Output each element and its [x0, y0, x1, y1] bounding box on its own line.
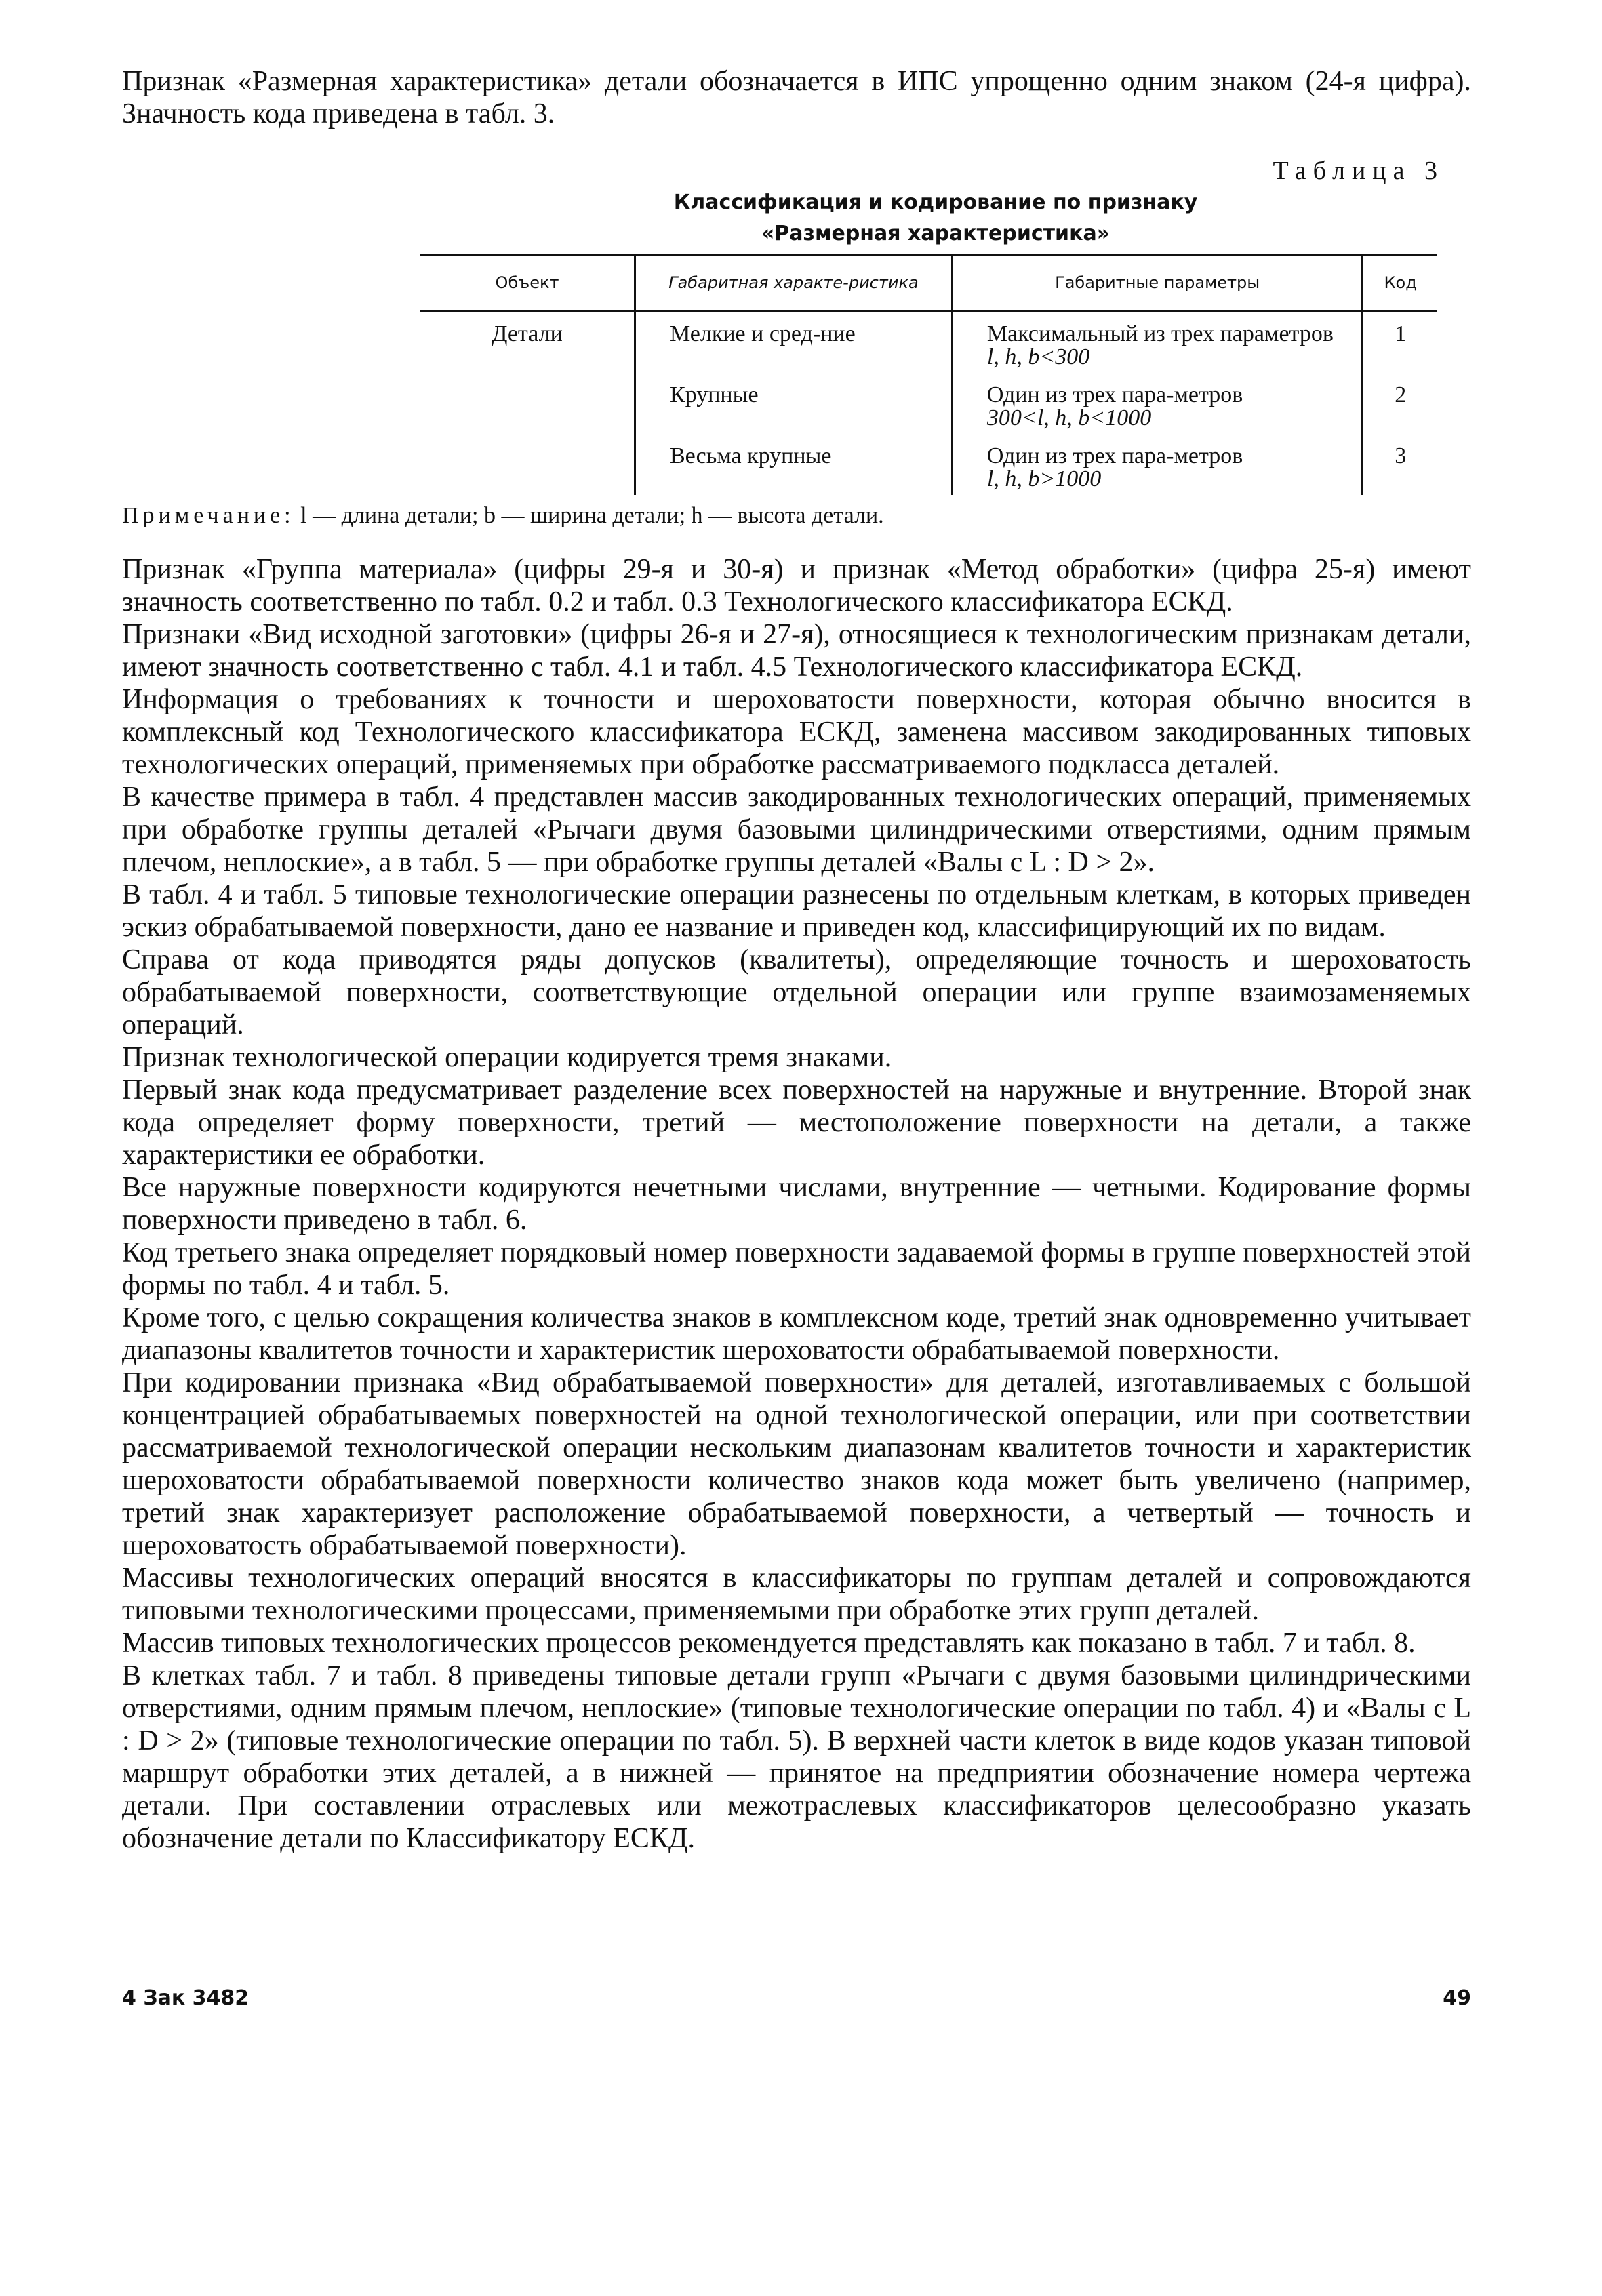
- paragraph: При кодировании признака «Вид обрабатываемой поверхности» для деталей, изготавливаемых с большой концентрацией обрабатываемых поверхностей на одной технологической операции, или при соответствии рассматриваемой технологической операции нескольким диапазонам квалитетов точности и характеристик шероховатости обрабатываемой поверхности количество знаков кода может быть увеличено (например, третий знак характеризует расположение обрабатываемой поверхности, а четвертый — точность и шероховатость обрабатываемой поверхности).: [122, 1367, 1471, 1561]
- cell-code: 3: [1363, 434, 1437, 495]
- cell-object: Детали: [492, 321, 563, 346]
- order-number: 4 Зак 3482: [122, 1986, 249, 2010]
- note-text: l — длина детали; b — ширина детали; h — высота детали.: [300, 503, 884, 528]
- characteristic-text: Крупные: [670, 382, 759, 407]
- cell-characteristic: [635, 434, 953, 495]
- size-characteristic-table: [420, 254, 1437, 495]
- parameters-formula: 300<l, h, b<1000: [986, 405, 1152, 430]
- paragraph: Признаки «Вид исходной заготовки» (цифры 26-я и 27-я), относящиеся к технологическим признакам детали, имеют значность соответственно с табл. 4.1 и табл. 4.5 Технологического классификатора ЕСКД.: [122, 619, 1471, 683]
- table-caption: Таблица 3: [1273, 157, 1444, 185]
- paragraph: Кроме того, с целью сокращения количества знаков в комплексном коде, третий знак одновременно учитывает диапазоны квалитетов точности и характеристик шероховатости обрабатываемой поверхности.: [122, 1302, 1471, 1366]
- header-code: Код: [1363, 255, 1437, 311]
- cell-characteristic: [635, 373, 953, 434]
- paragraph: Массивы технологических операций вносятся в классификаторы по группам деталей и сопровождаются типовыми технологическими процессами, применяемыми при обработке этих групп деталей.: [122, 1563, 1471, 1626]
- table-note: [122, 500, 1471, 531]
- parameters-text: Один из трех пара-метров: [986, 443, 1243, 468]
- document-page: [122, 65, 1471, 1855]
- paragraph: Признак технологической операции кодируется тремя знаками.: [122, 1042, 892, 1073]
- characteristic-text: Весьма крупные: [670, 443, 832, 468]
- cell-parameters: [952, 373, 1363, 434]
- table-title-line2: «Размерная характеристика»: [761, 222, 1110, 245]
- paragraph: В клетках табл. 7 и табл. 8 приведены типовые детали групп «Рычаги с двумя базовыми цилиндрическими отверстиями, одним прямым плечом, неплоские» (типовые технологические операции по табл. 4) и «Валы с L : D > 2» (типовые технологические операции по табл. 5). В верхней части клеток в виде кодов указан типовой маршрут обработки этих деталей, а в нижней — принятое на предприятии обозначение номера чертежа детали. При составлении отраслевых или межотраслевых классификаторов целесообразно указать обозначение детали по Классификатору ЕСКД.: [122, 1660, 1471, 1854]
- parameters-text: Один из трех пара-метров: [986, 382, 1243, 407]
- cell-code: 1: [1363, 311, 1437, 374]
- body-text: [122, 553, 1471, 1855]
- cell-parameters: [952, 434, 1363, 495]
- paragraph: Массив типовых технологических процессов рекомендуется представлять как показано в табл. 7 и табл. 8.: [122, 1628, 1416, 1659]
- table-row: [420, 311, 1437, 374]
- paragraph: В табл. 4 и табл. 5 типовые технологические операции разнесены по отдельным клеткам, в которых приведен эскиз обрабатываемой поверхности, дано ее название и приведен код, классифицирующий их по видам.: [122, 879, 1471, 943]
- parameters-text: Максимальный из трех параметров: [986, 321, 1334, 346]
- paragraph: Код третьего знака определяет порядковый номер поверхности задаваемой формы в группе поверхностей этой формы по табл. 4 и табл. 5.: [122, 1237, 1471, 1301]
- page-number: 49: [1443, 1986, 1471, 2010]
- parameters-formula: l, h, b>1000: [986, 466, 1102, 491]
- characteristic-text: Мелкие и сред-ние: [670, 321, 856, 346]
- paragraph: Признак «Группа материала» (цифры 29-я и 30-я) и признак «Метод обработки» (цифра 25-я) имеют значность соответственно по табл. 0.2 и табл. 0.3 Технологического классификатора ЕСКД.: [122, 554, 1471, 618]
- intro-paragraph: Признак «Размерная характеристика» детали обозначается в ИПС упрощенно одним знаком (24-я цифра). Значность кода приведена в табл. 3.: [122, 66, 1471, 129]
- paragraph: Все наружные поверхности кодируются нечетными числами, внутренние — четными. Кодирование формы поверхности приведено в табл. 6.: [122, 1172, 1471, 1236]
- header-parameters: Габаритные параметры: [952, 255, 1363, 311]
- cell-characteristic: [635, 311, 953, 374]
- paragraph: В качестве примера в табл. 4 представлен массив закодированных технологических операций, применяемых при обработке группы деталей «Рычаги двумя базовыми цилиндрическими отверстиями, одним прямым плечом, неплоские», а в табл. 5 — при обработке группы деталей «Валы с L : D > 2».: [122, 782, 1471, 878]
- header-characteristic: Габаритная характе-ристика: [635, 255, 953, 311]
- table-title-line1: Классификация и кодирование по признаку: [673, 190, 1198, 214]
- paragraph: Первый знак кода предусматривает разделение всех поверхностей на наружные и внутренние. Второй знак кода определяет форму поверхности, третий — местоположение поверхности на детали, а также характеристики ее обработки.: [122, 1074, 1471, 1171]
- table-header-row: [420, 255, 1437, 311]
- note-label: Примечание:: [122, 503, 295, 528]
- cell-parameters: [952, 311, 1363, 374]
- paragraph: Информация о требованиях к точности и шероховатости поверхности, которая обычно вносится в комплексный код Технологического классификатора ЕСКД, заменена массивом закодированных типовых технологических операций, применяемых при обработке рассматриваемого подкласса деталей.: [122, 684, 1471, 780]
- header-object: Объект: [420, 255, 635, 311]
- parameters-formula: l, h, b<300: [986, 344, 1090, 369]
- paragraph: Справа от кода приводятся ряды допусков (квалитеты), определяющие точность и шероховатость обрабатываемой поверхности, соответствующие отдельной операции или группе взаимозаменяемых операций.: [122, 944, 1471, 1041]
- cell-code: 2: [1363, 373, 1437, 434]
